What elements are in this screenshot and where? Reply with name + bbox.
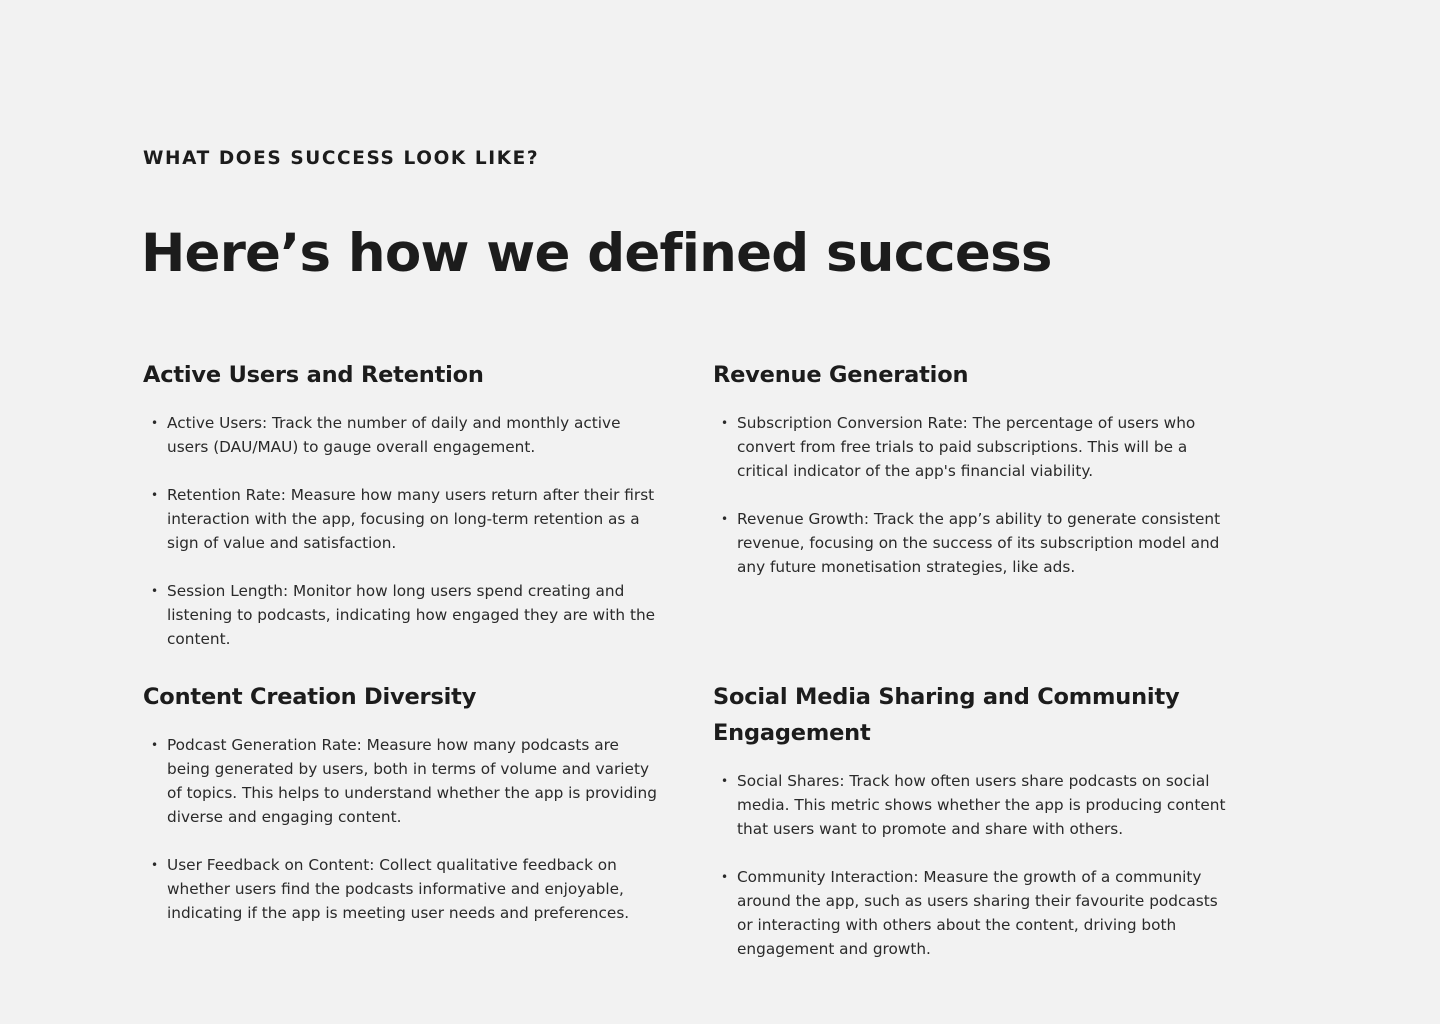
list-item: • Community Interaction: Measure the growth of a community around the app, such as users sharing their favourite podcasts or interacting with others about the content, driving both engagement and growth. <box>713 865 1233 961</box>
section-heading: Revenue Generation <box>713 362 969 388</box>
section-revenue-generation <box>713 357 1233 603</box>
bullet-list <box>713 411 1233 579</box>
list-item: • Active Users: Track the number of daily and monthly active users (DAU/MAU) to gauge overall engagement. <box>143 411 663 459</box>
bullet-list <box>143 733 663 925</box>
list-item: • Revenue Growth: Track the app’s ability to generate consistent revenue, focusing on the success of its subscription model and any future monetisation strategies, like ads. <box>713 507 1233 579</box>
bullet-list <box>143 411 663 651</box>
section-heading: Content Creation Diversity <box>143 684 477 710</box>
page-title: Here’s how we defined success <box>141 223 1052 284</box>
section-content-creation-diversity <box>143 679 663 949</box>
list-item: • User Feedback on Content: Collect qualitative feedback on whether users find the podcasts informative and enjoyable, indicating if the app is meeting user needs and preferences. <box>143 853 663 925</box>
section-heading: Active Users and Retention <box>143 362 484 388</box>
list-item: • Podcast Generation Rate: Measure how many podcasts are being generated by users, both in terms of volume and variety of topics. This helps to understand whether the app is providing diverse and engaging content. <box>143 733 663 829</box>
list-item: • Subscription Conversion Rate: The percentage of users who convert from free trials to paid subscriptions. This will be a critical indicator of the app's financial viability. <box>713 411 1233 483</box>
section-heading: Social Media Sharing and Community Engagement <box>713 684 1180 746</box>
section-active-users-retention <box>143 357 663 675</box>
list-item: • Social Shares: Track how often users share podcasts on social media. This metric shows whether the app is producing content that users want to promote and share with others. <box>713 769 1233 841</box>
list-item: • Session Length: Monitor how long users spend creating and listening to podcasts, indicating how engaged they are with the content. <box>143 579 663 651</box>
list-item: • Retention Rate: Measure how many users return after their first interaction with the app, focusing on long-term retention as a sign of value and satisfaction. <box>143 483 663 555</box>
section-eyebrow: WHAT DOES SUCCESS LOOK LIKE? <box>143 148 540 169</box>
bullet-list <box>713 769 1233 961</box>
section-social-media-community <box>713 679 1233 985</box>
